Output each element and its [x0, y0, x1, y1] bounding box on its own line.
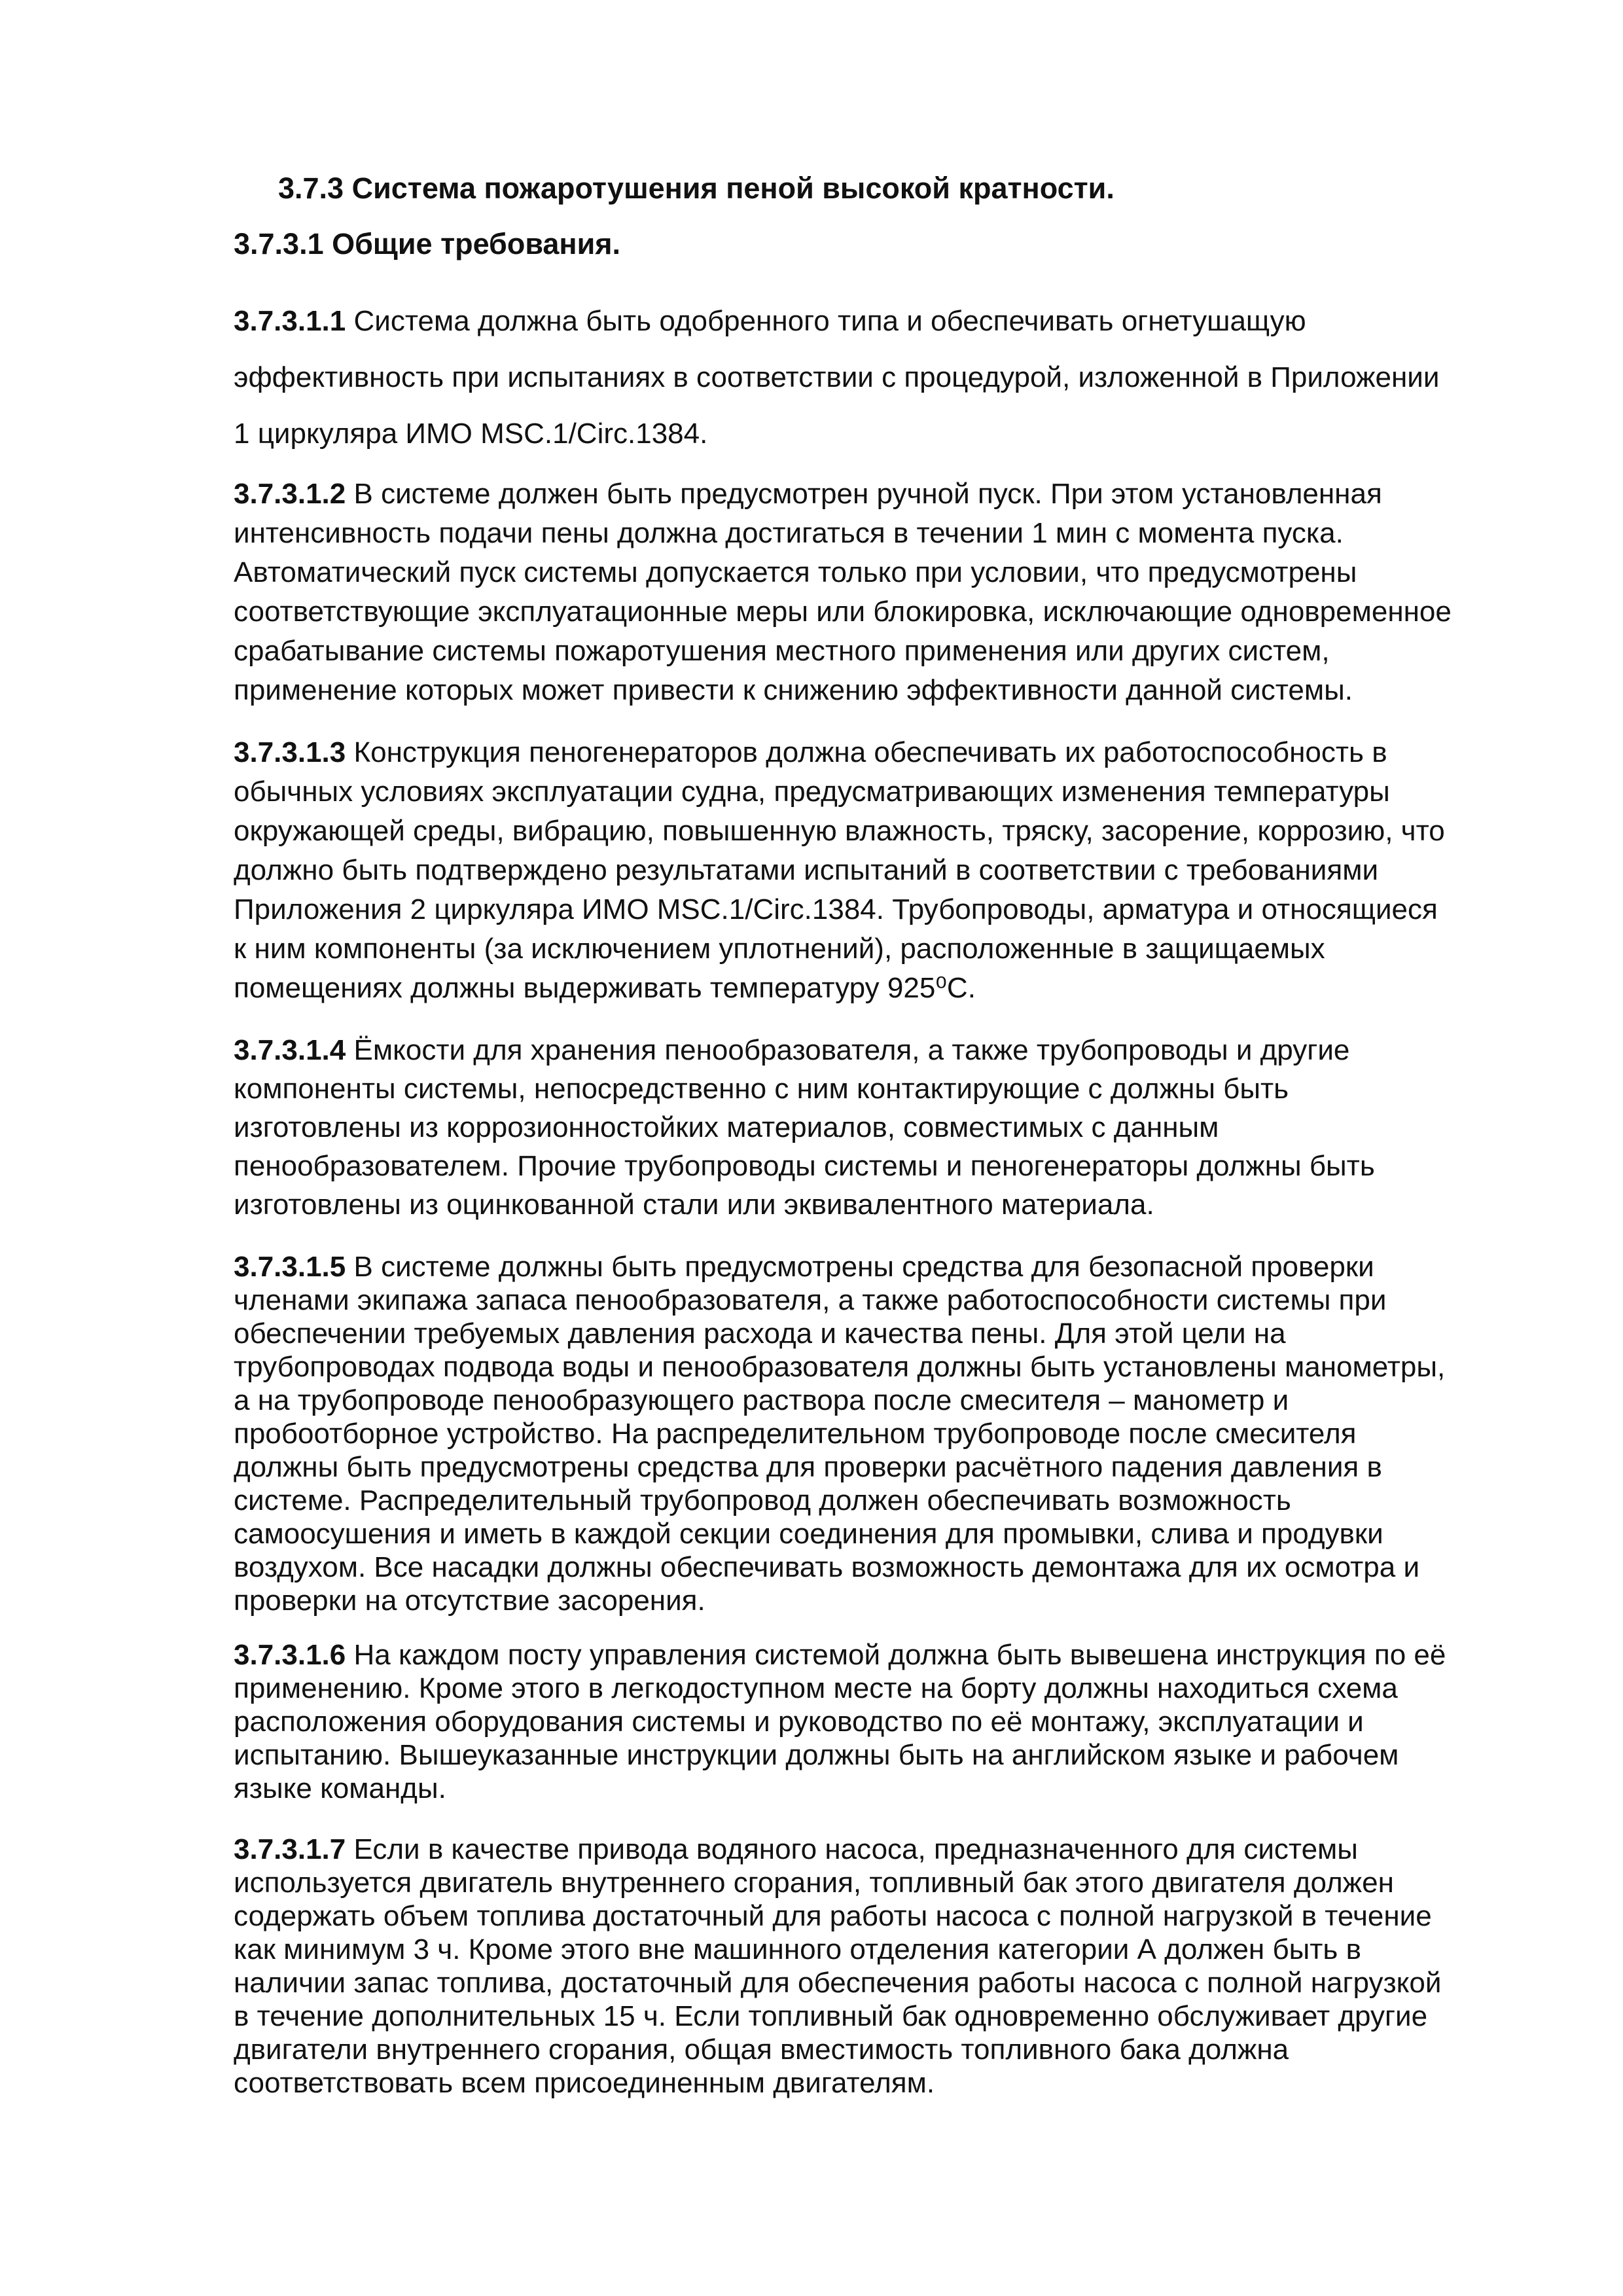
paragraph-line: как минимум 3 ч. Кроме этого вне машинного отделения категории А должен быть в: [234, 1933, 1361, 1965]
paragraph-line: соответствующие эксплуатационные меры или блокировка, исключающие одновременное: [234, 596, 1452, 628]
paragraph-line: 3.7.3.1.6 На каждом посту управления системой должна быть вывешена инструкция по её: [234, 1639, 1446, 1671]
paragraph-line: 3.7.3.1.5 В системе должны быть предусмотрены средства для безопасной проверки: [234, 1251, 1374, 1283]
paragraph-line: 3.7.3.1.7 Если в качестве привода водяного насоса, предназначенного для системы: [234, 1833, 1358, 1865]
paragraph-line: применению. Кроме этого в легкодоступном месте на борту должны находиться схема: [234, 1672, 1398, 1704]
paragraph-line: а на трубопроводе пенообразующего раствора после смесителя – манометр и: [234, 1384, 1289, 1416]
paragraph-line: системе. Распределительный трубопровод должен обеспечивать возможность: [234, 1484, 1291, 1516]
paragraph-3-7-3-1-5: [234, 1250, 1516, 1617]
paragraph-line: двигатели внутреннего сгорания, общая вместимость топливного бака должна: [234, 2034, 1289, 2066]
paragraph-line: помещениях должны выдерживать температуру 925⁰С.: [234, 972, 976, 1004]
paragraph-number: 3.7.3.1.2: [234, 478, 346, 510]
paragraph-number: 3.7.3.1.1: [234, 305, 346, 337]
paragraph-3-7-3-1-4: [234, 1031, 1516, 1224]
paragraph-line: пенообразователем. Прочие трубопроводы системы и пеногенераторы должны быть: [234, 1150, 1375, 1182]
paragraph-line: Автоматический пуск системы допускается только при условии, что предусмотрены: [234, 556, 1357, 588]
paragraph-line: изготовлены из оцинкованной стали или эквивалентного материала.: [234, 1189, 1154, 1221]
paragraph-line: компоненты системы, непосредственно с ним контактирующие с должны быть: [234, 1073, 1289, 1105]
paragraph-number: 3.7.3.1.4: [234, 1034, 346, 1066]
paragraph-line: окружающей среды, вибрацию, повышенную влажность, тряску, засорение, коррозию, что: [234, 815, 1445, 847]
paragraph-3-7-3-1-1: [234, 293, 1516, 462]
paragraph-line: 3.7.3.1.3 Конструкция пеногенераторов должна обеспечивать их работоспособность в: [234, 736, 1387, 768]
paragraph-line: обеспечении требуемых давления расхода и качества пены. Для этой цели на: [234, 1318, 1286, 1350]
paragraph-line: 3.7.3.1.2 В системе должен быть предусмотрен ручной пуск. При этом установленная: [234, 478, 1382, 510]
paragraph-line: испытанию. Вышеуказанные инструкции должны быть на английском языке и рабочем: [234, 1739, 1399, 1771]
paragraph-line: самоосушения и иметь в каждой секции соединения для промывки, слива и продувки: [234, 1518, 1383, 1550]
section-title: 3.7.3 Система пожаротушения пеной высокой кратности.: [278, 171, 1115, 205]
paragraph-line: соответствовать всем присоединенным двигателям.: [234, 2067, 935, 2099]
paragraph-3-7-3-1-3: [234, 733, 1516, 1008]
paragraph-line: должно быть подтверждено результатами испытаний в соответствии с требованиями: [234, 854, 1379, 886]
paragraph-line: к ним компоненты (за исключением уплотнений), расположенные в защищаемых: [234, 933, 1325, 965]
paragraph-line: обычных условиях эксплуатации судна, предусматривающих изменения температуры: [234, 776, 1390, 808]
paragraph-line: применение которых может привести к снижению эффективности данной системы.: [234, 674, 1353, 706]
paragraph-line: воздухом. Все насадки должны обеспечивать возможность демонтажа для их осмотра и: [234, 1551, 1420, 1583]
paragraph-line: в течение дополнительных 15 ч. Если топливный бак одновременно обслуживает другие: [234, 2000, 1428, 2032]
paragraph-line: должны быть предусмотрены средства для проверки расчётного падения давления в: [234, 1451, 1382, 1483]
paragraph-number: 3.7.3.1.3: [234, 736, 346, 768]
paragraph-number: 3.7.3.1.6: [234, 1639, 346, 1671]
paragraph-3-7-3-1-2: [234, 475, 1516, 710]
paragraph-number: 3.7.3.1.5: [234, 1251, 346, 1283]
paragraph-line: интенсивность подачи пены должна достигаться в течении 1 мин с момента пуска.: [234, 517, 1344, 549]
paragraph-line: пробоотборное устройство. На распределительном трубопроводе после смесителя: [234, 1418, 1357, 1450]
paragraph-line: эффективность при испытаниях в соответствии с процедурой, изложенной в Приложении: [234, 361, 1440, 393]
paragraph-3-7-3-1-6: [234, 1638, 1516, 1805]
paragraph-line: 1 циркуляра ИМО MSC.1/Circ.1384.: [234, 418, 708, 450]
subsection-title: 3.7.3.1 Общие требования.: [234, 227, 621, 260]
paragraph-line: расположения оборудования системы и руководство по её монтажу, эксплуатации и: [234, 1706, 1364, 1738]
paragraph-line: используется двигатель внутреннего сгорания, топливный бак этого двигателя должен: [234, 1867, 1394, 1899]
paragraph-line: изготовлены из коррозионностойких материалов, совместимых с данным: [234, 1111, 1219, 1143]
paragraph-line: содержать объем топлива достаточный для работы насоса с полной нагрузкой в течение: [234, 1900, 1432, 1932]
paragraph-line: Приложения 2 циркуляра ИМО MSC.1/Circ.1384. Трубопроводы, арматура и относящиеся: [234, 893, 1438, 925]
paragraph-line: срабатывание системы пожаротушения местного применения или других систем,: [234, 635, 1330, 667]
paragraph-line: трубопроводах подвода воды и пенообразователя должны быть установлены манометры,: [234, 1351, 1446, 1383]
paragraph-line: наличии запас топлива, достаточный для обеспечения работы насоса с полной нагрузкой: [234, 1967, 1442, 1999]
paragraph-line: членами экипажа запаса пенообразователя, а также работоспособности системы при: [234, 1284, 1387, 1316]
paragraph-number: 3.7.3.1.7: [234, 1833, 346, 1865]
paragraph-line: 3.7.3.1.1 Система должна быть одобренного типа и обеспечивать огнетушащую: [234, 305, 1306, 337]
paragraph-line: языке команды.: [234, 1772, 446, 1804]
paragraph-3-7-3-1-7: [234, 1833, 1516, 2100]
paragraph-line: 3.7.3.1.4 Ёмкости для хранения пенообразователя, а также трубопроводы и другие: [234, 1034, 1350, 1066]
paragraph-line: проверки на отсутствие засорения.: [234, 1585, 705, 1617]
